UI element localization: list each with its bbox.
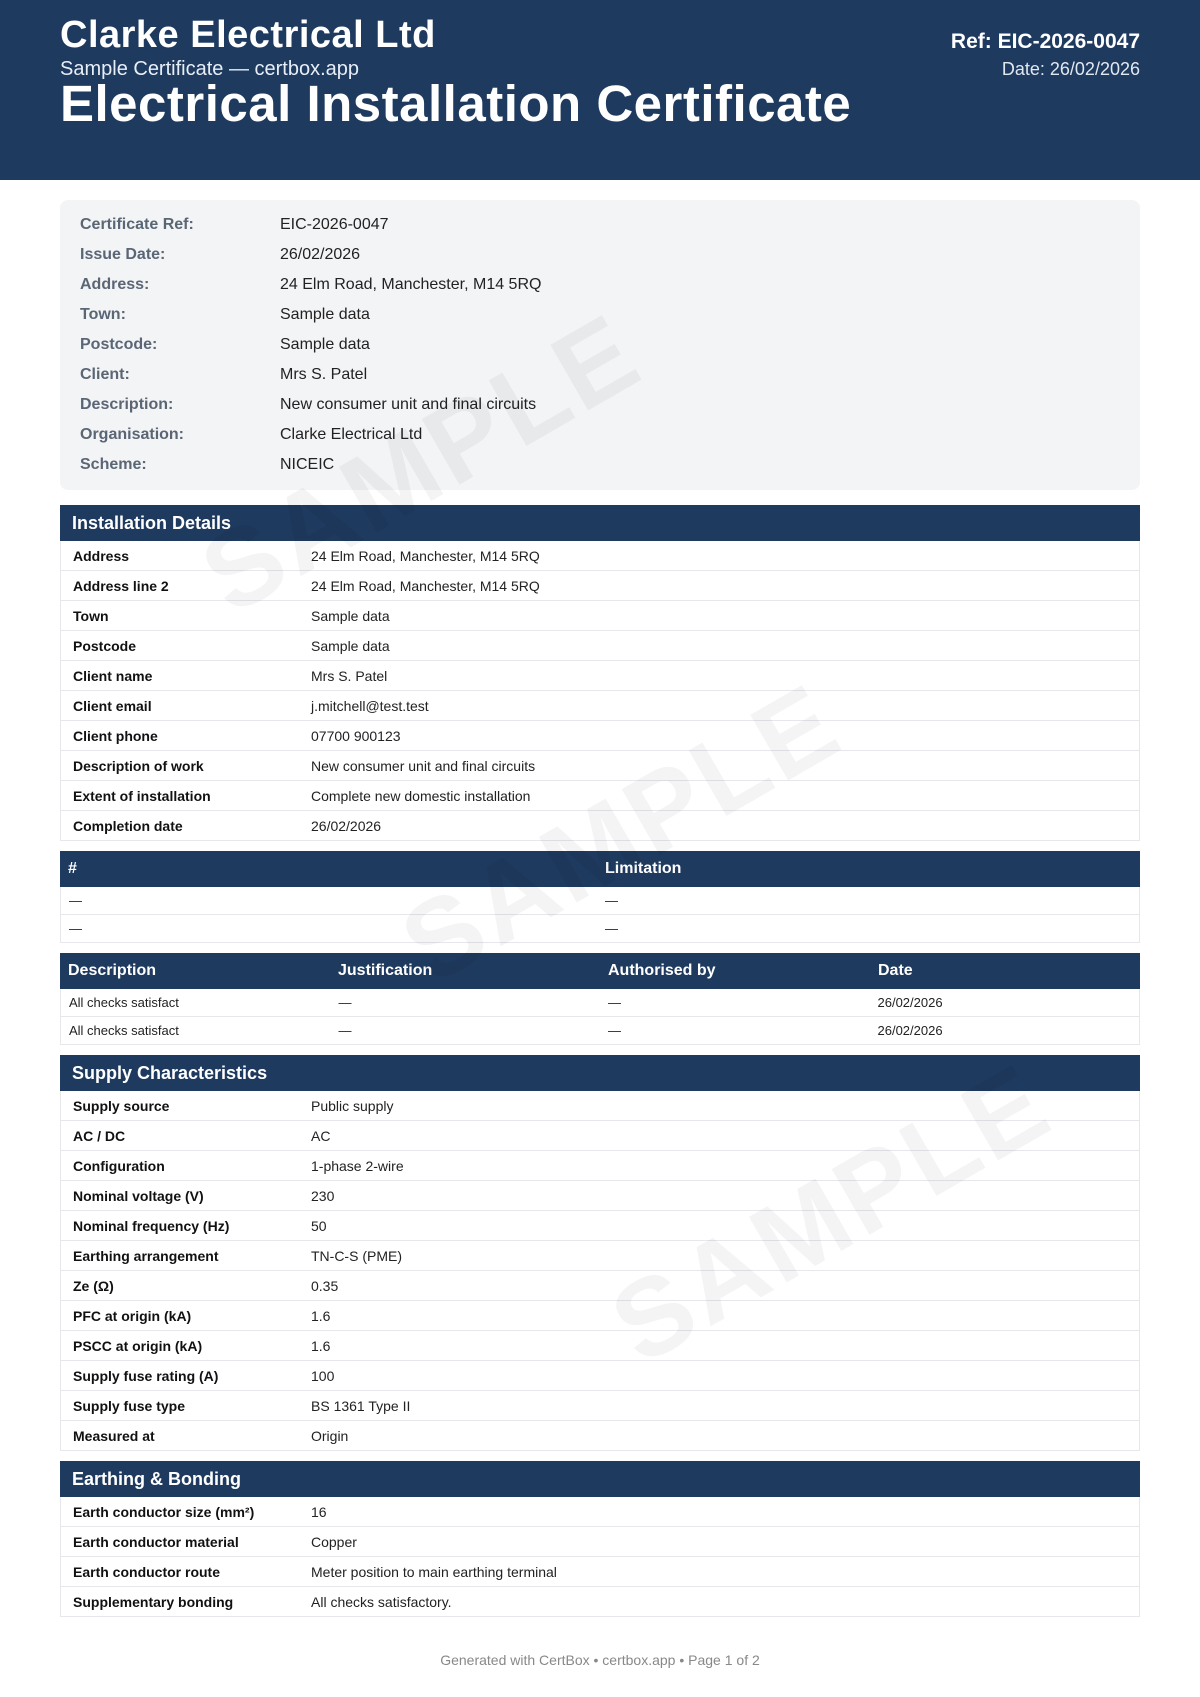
summary-value: EIC-2026-0047 [280,216,389,233]
cell-authorised-by: — [608,1023,621,1038]
row-value: 0.35 [311,1277,339,1294]
column-header-justification: Justification [338,962,433,979]
summary-row [80,330,1120,360]
earthing-bonding-heading: Earthing & Bonding [60,1461,1140,1497]
row-label: Earth conductor route [73,1563,221,1580]
table-row [61,915,1139,943]
row-value: Sample data [311,607,390,624]
summary-label: Certificate Ref: [80,216,194,233]
table-row [61,1211,1139,1241]
row-label: Earthing arrangement [73,1247,219,1264]
summary-value: Clarke Electrical Ltd [280,426,423,443]
cell-limitation: — [605,921,618,936]
row-value: New consumer unit and final circuits [311,757,536,774]
row-label: Client name [73,667,153,684]
table-row [61,1301,1139,1331]
table-row [61,1497,1139,1527]
cell-number: — [69,921,82,936]
table-row [61,571,1139,601]
row-value: Origin [311,1427,349,1444]
row-value: 07700 900123 [311,727,401,744]
summary-label: Organisation: [80,426,185,443]
cell-date: 26/02/2026 [877,1023,943,1038]
table-row [61,989,1139,1017]
row-label: Ze (Ω) [73,1277,114,1294]
document-title: Electrical Installation Certificate [60,75,852,132]
summary-value: 24 Elm Road, Manchester, M14 5RQ [280,276,542,293]
row-value: Sample data [311,637,390,654]
row-value: 24 Elm Road, Manchester, M14 5RQ [311,577,540,594]
summary-row [80,240,1120,270]
supply-characteristics-heading: Supply Characteristics [60,1055,1140,1091]
installation-details-heading: Installation Details [60,505,1140,541]
row-label: Description of work [73,757,204,774]
summary-row [80,420,1120,450]
cell-justification: — [338,1023,352,1038]
row-label: Measured at [73,1427,155,1444]
row-label: Client phone [73,727,158,744]
summary-row [80,390,1120,420]
certificate-header [0,0,1200,180]
page-footer: Generated with CertBox • certbox.app • Page 1 of 2 [440,1652,760,1668]
column-header-number: # [68,860,77,877]
departures-table [60,989,1140,1045]
summary-label: Address: [80,276,150,293]
row-value: Mrs S. Patel [311,667,388,684]
summary-value: NICEIC [280,456,335,473]
certificate-date: Date: 26/02/2026 [1001,59,1140,79]
summary-box [60,200,1140,490]
table-row [61,631,1139,661]
row-value: 16 [311,1503,327,1520]
summary-value: Sample data [280,306,370,323]
row-value: AC [311,1127,331,1144]
table-row [61,1527,1139,1557]
table-row [61,661,1139,691]
row-label: PSCC at origin (kA) [73,1337,203,1354]
departures-table-header [60,953,1140,989]
cell-limitation: — [605,893,618,908]
cell-justification: — [338,995,352,1010]
row-value: All checks satisfactory. [311,1593,452,1610]
summary-value: Sample data [280,336,370,353]
table-row [61,691,1139,721]
cell-authorised-by: — [608,995,621,1010]
column-header-limitation: Limitation [605,860,682,877]
certificate-ref: Ref: EIC-2026-0047 [950,30,1140,53]
table-row [61,541,1139,571]
row-value: j.mitchell@test.test [311,697,429,714]
column-header-description: Description [68,962,157,979]
cell-description: All checks satisfact [69,995,179,1010]
summary-label: Town: [80,306,126,323]
cell-description: All checks satisfact [69,1023,179,1038]
row-label: Extent of installation [73,787,211,804]
summary-label: Client: [80,366,130,383]
summary-value: New consumer unit and final circuits [280,396,537,413]
row-label: Supply source [73,1097,170,1114]
row-label: Postcode [73,637,137,654]
row-label: Supplementary bonding [73,1593,234,1610]
table-row [61,1391,1139,1421]
row-label: AC / DC [73,1127,126,1144]
row-value: Copper [311,1533,357,1550]
row-value: Meter position to main earthing terminal [311,1563,557,1580]
table-row [61,1331,1139,1361]
row-value: 1.6 [311,1307,331,1324]
table-row [61,1421,1139,1451]
row-label: Address line 2 [73,577,169,594]
summary-row [80,450,1120,480]
table-row [61,887,1139,915]
summary-label: Description: [80,396,174,413]
row-value: 26/02/2026 [311,817,382,834]
row-label: Town [73,607,109,624]
row-label: Nominal voltage (V) [73,1187,204,1204]
row-value: 1-phase 2-wire [311,1157,404,1174]
table-row [61,1091,1139,1121]
row-label: Earth conductor material [73,1533,239,1550]
row-value: TN-C-S (PME) [311,1247,402,1264]
summary-label: Scheme: [80,456,147,473]
table-row [61,751,1139,781]
cell-date: 26/02/2026 [877,995,943,1010]
row-label: Supply fuse type [73,1397,186,1414]
row-label: Completion date [73,817,183,834]
table-row [61,1587,1139,1617]
column-header-date: Date [878,962,913,979]
row-value: 50 [311,1217,327,1234]
cell-number: — [69,893,82,908]
row-value: 24 Elm Road, Manchester, M14 5RQ [311,547,540,564]
summary-value: Mrs S. Patel [280,366,368,383]
row-value: Public supply [311,1097,394,1114]
earthing-bonding-table [60,1497,1140,1617]
summary-row [80,270,1120,300]
summary-row [80,300,1120,330]
limitations-table [60,887,1140,943]
row-label: Client email [73,697,152,714]
row-value: 100 [311,1367,335,1384]
row-label: Earth conductor size (mm²) [73,1503,255,1520]
row-value: 1.6 [311,1337,331,1354]
table-row [61,811,1139,841]
limitations-table-header [60,851,1140,887]
row-label: Configuration [73,1157,165,1174]
summary-label: Postcode: [80,336,158,353]
table-row [61,721,1139,751]
summary-value: 26/02/2026 [280,246,361,263]
summary-label: Issue Date: [80,246,166,263]
summary-row [80,360,1120,390]
row-label: Supply fuse rating (A) [73,1367,219,1384]
row-value: 230 [311,1187,335,1204]
column-header-authorised-by: Authorised by [608,962,716,979]
table-row [61,1181,1139,1211]
supply-characteristics-table [60,1091,1140,1451]
table-row [61,1241,1139,1271]
table-row [61,1271,1139,1301]
row-value: Complete new domestic installation [311,787,531,804]
table-row [61,601,1139,631]
table-row [61,1361,1139,1391]
row-label: Address [73,547,130,564]
table-row [61,1557,1139,1587]
row-value: BS 1361 Type II [311,1397,411,1414]
company-name: Clarke Electrical Ltd [60,14,436,56]
table-row [61,781,1139,811]
table-row [61,1121,1139,1151]
row-label: Nominal frequency (Hz) [73,1217,230,1234]
table-row [61,1017,1139,1045]
summary-row [80,210,1120,240]
table-row [61,1151,1139,1181]
installation-details-table [60,541,1140,841]
row-label: PFC at origin (kA) [73,1307,192,1324]
certificate-subtitle: Sample Certificate — certbox.app [60,58,360,80]
